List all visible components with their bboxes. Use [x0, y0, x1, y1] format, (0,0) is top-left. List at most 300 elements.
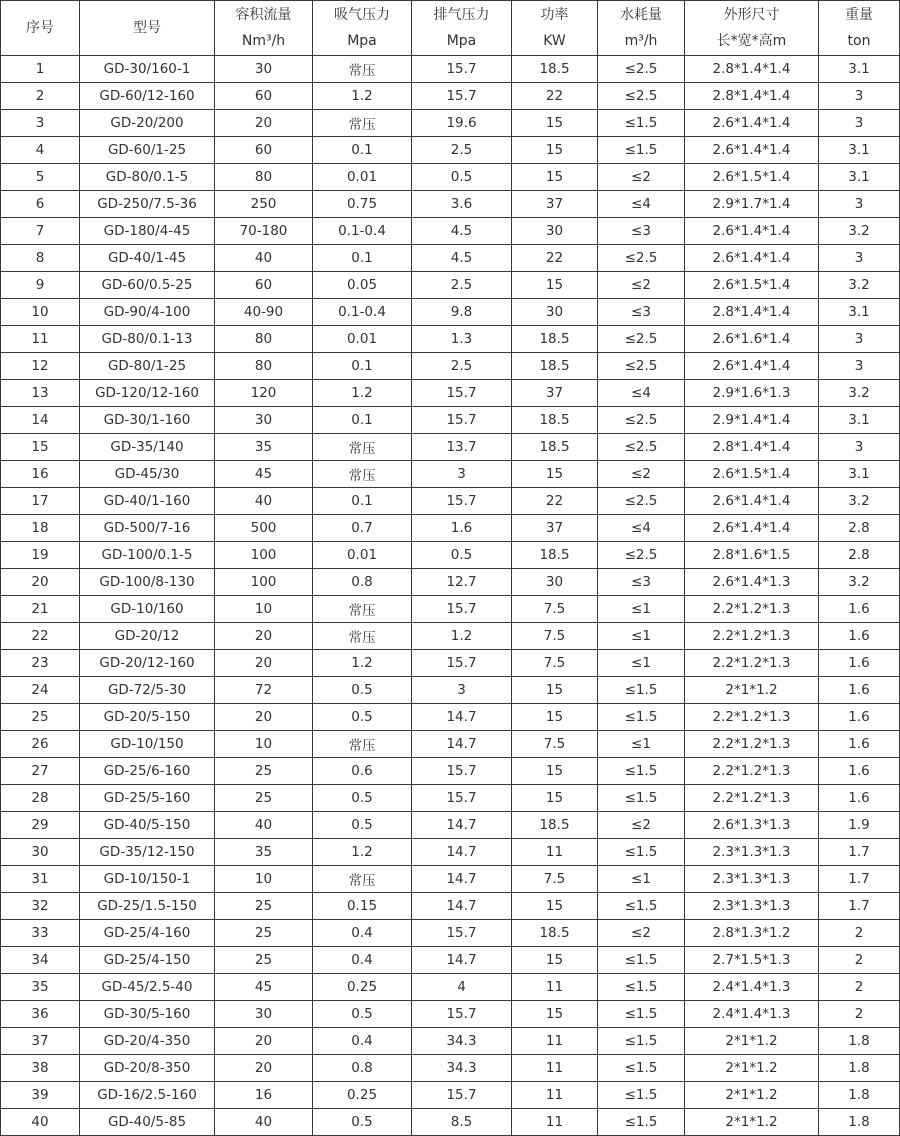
cell-suction-pressure: 0.1 — [313, 137, 412, 164]
header-label: 外形尺寸 — [723, 7, 780, 23]
cell-power: 15 — [512, 272, 598, 299]
cell-water-consumption: ≤1.5 — [598, 137, 685, 164]
cell-power: 15 — [512, 947, 598, 974]
table-row — [1, 920, 900, 947]
cell-index: 5 — [1, 164, 80, 191]
cell-index: 1 — [1, 56, 80, 83]
cell-power: 15 — [512, 461, 598, 488]
table-row — [1, 623, 900, 650]
cell-weight: 1.8 — [819, 1055, 900, 1082]
header-unit: 长*宽*高m — [716, 33, 787, 49]
header-label: 重量 — [845, 7, 873, 23]
cell-discharge-pressure: 9.8 — [412, 299, 512, 326]
cell-weight: 3 — [819, 353, 900, 380]
cell-water-consumption: ≤1 — [598, 596, 685, 623]
cell-index: 39 — [1, 1082, 80, 1109]
cell-water-consumption: ≤1.5 — [598, 704, 685, 731]
cell-power: 30 — [512, 569, 598, 596]
cell-model: GD-20/4-350 — [80, 1028, 215, 1055]
cell-discharge-pressure: 15.7 — [412, 56, 512, 83]
cell-discharge-pressure: 14.7 — [412, 866, 512, 893]
table-row — [1, 1109, 900, 1136]
cell-weight: 1.6 — [819, 677, 900, 704]
cell-power: 7.5 — [512, 866, 598, 893]
cell-index: 6 — [1, 191, 80, 218]
cell-index: 27 — [1, 758, 80, 785]
cell-suction-pressure: 0.01 — [313, 542, 412, 569]
cell-index: 21 — [1, 596, 80, 623]
cell-index: 30 — [1, 839, 80, 866]
cell-power: 18.5 — [512, 920, 598, 947]
cell-index: 7 — [1, 218, 80, 245]
cell-flow: 40 — [215, 245, 313, 272]
cell-water-consumption: ≤1.5 — [598, 1055, 685, 1082]
cell-index: 32 — [1, 893, 80, 920]
cell-index: 17 — [1, 488, 80, 515]
cell-index: 13 — [1, 380, 80, 407]
cell-discharge-pressure: 3.6 — [412, 191, 512, 218]
cell-weight: 1.7 — [819, 893, 900, 920]
cell-water-consumption: ≤1.5 — [598, 947, 685, 974]
cell-flow: 70-180 — [215, 218, 313, 245]
cell-flow: 40 — [215, 488, 313, 515]
cell-weight: 2 — [819, 947, 900, 974]
cell-index: 34 — [1, 947, 80, 974]
cell-water-consumption: ≤1.5 — [598, 974, 685, 1001]
cell-water-consumption: ≤1.5 — [598, 893, 685, 920]
cell-water-consumption: ≤2.5 — [598, 407, 685, 434]
cell-discharge-pressure: 14.7 — [412, 947, 512, 974]
cell-flow: 20 — [215, 1028, 313, 1055]
cell-suction-pressure: 0.25 — [313, 1082, 412, 1109]
cell-water-consumption: ≤1.5 — [598, 677, 685, 704]
cell-power: 7.5 — [512, 596, 598, 623]
cell-dimensions: 2.8*1.3*1.2 — [685, 920, 819, 947]
cell-model: GD-35/140 — [80, 434, 215, 461]
cell-flow: 16 — [215, 1082, 313, 1109]
cell-dimensions: 2.6*1.4*1.4 — [685, 218, 819, 245]
cell-power: 37 — [512, 515, 598, 542]
cell-flow: 30 — [215, 1001, 313, 1028]
cell-suction-pressure: 1.2 — [313, 380, 412, 407]
cell-discharge-pressure: 14.7 — [412, 731, 512, 758]
header-unit: ton — [847, 33, 871, 49]
header-cell-suction-pressure — [313, 1, 412, 56]
cell-power: 22 — [512, 83, 598, 110]
cell-flow: 25 — [215, 893, 313, 920]
table-row — [1, 434, 900, 461]
cell-index: 25 — [1, 704, 80, 731]
cell-weight: 2.8 — [819, 515, 900, 542]
cell-index: 11 — [1, 326, 80, 353]
table-row — [1, 1001, 900, 1028]
cell-suction-pressure: 常压 — [313, 434, 412, 461]
cell-weight: 1.8 — [819, 1028, 900, 1055]
cell-index: 15 — [1, 434, 80, 461]
cell-weight: 3.1 — [819, 407, 900, 434]
cell-dimensions: 2.6*1.4*1.4 — [685, 488, 819, 515]
cell-dimensions: 2.2*1.2*1.3 — [685, 596, 819, 623]
cell-model: GD-500/7-16 — [80, 515, 215, 542]
cell-flow: 35 — [215, 839, 313, 866]
cell-weight: 1.9 — [819, 812, 900, 839]
cell-power: 15 — [512, 164, 598, 191]
cell-weight: 2 — [819, 1001, 900, 1028]
cell-power: 15 — [512, 758, 598, 785]
cell-dimensions: 2*1*1.2 — [685, 677, 819, 704]
cell-suction-pressure: 常压 — [313, 866, 412, 893]
cell-index: 9 — [1, 272, 80, 299]
cell-discharge-pressure: 4.5 — [412, 218, 512, 245]
cell-water-consumption: ≤1.5 — [598, 785, 685, 812]
cell-dimensions: 2.6*1.5*1.4 — [685, 272, 819, 299]
cell-water-consumption: ≤1.5 — [598, 1082, 685, 1109]
cell-index: 40 — [1, 1109, 80, 1136]
header-label: 型号 — [133, 20, 161, 36]
cell-model: GD-60/12-160 — [80, 83, 215, 110]
cell-weight: 1.6 — [819, 596, 900, 623]
cell-discharge-pressure: 4 — [412, 974, 512, 1001]
cell-suction-pressure: 0.1 — [313, 407, 412, 434]
cell-water-consumption: ≤2.5 — [598, 56, 685, 83]
cell-water-consumption: ≤4 — [598, 515, 685, 542]
cell-index: 24 — [1, 677, 80, 704]
header-cell-power — [512, 1, 598, 56]
cell-discharge-pressure: 15.7 — [412, 650, 512, 677]
table-row — [1, 137, 900, 164]
cell-discharge-pressure: 14.7 — [412, 704, 512, 731]
cell-water-consumption: ≤2 — [598, 812, 685, 839]
header-unit: Mpa — [446, 33, 477, 49]
header-unit: Mpa — [347, 33, 377, 49]
cell-model: GD-80/0.1-5 — [80, 164, 215, 191]
cell-discharge-pressure: 2.5 — [412, 137, 512, 164]
cell-weight: 3 — [819, 326, 900, 353]
table-row — [1, 110, 900, 137]
cell-flow: 20 — [215, 623, 313, 650]
cell-power: 18.5 — [512, 326, 598, 353]
cell-discharge-pressure: 19.6 — [412, 110, 512, 137]
cell-dimensions: 2.6*1.5*1.4 — [685, 164, 819, 191]
cell-dimensions: 2.6*1.4*1.4 — [685, 515, 819, 542]
cell-weight: 1.7 — [819, 866, 900, 893]
table-row — [1, 353, 900, 380]
cell-suction-pressure: 0.7 — [313, 515, 412, 542]
cell-discharge-pressure: 34.3 — [412, 1028, 512, 1055]
cell-flow: 60 — [215, 83, 313, 110]
cell-water-consumption: ≤1.5 — [598, 1001, 685, 1028]
header-label: 容积流量 — [235, 7, 292, 23]
cell-power: 15 — [512, 137, 598, 164]
cell-weight: 3.2 — [819, 218, 900, 245]
cell-power: 30 — [512, 218, 598, 245]
cell-flow: 120 — [215, 380, 313, 407]
cell-water-consumption: ≤2 — [598, 461, 685, 488]
cell-suction-pressure: 常压 — [313, 56, 412, 83]
cell-suction-pressure: 0.5 — [313, 704, 412, 731]
cell-weight: 1.8 — [819, 1082, 900, 1109]
cell-power: 15 — [512, 893, 598, 920]
cell-dimensions: 2.4*1.4*1.3 — [685, 1001, 819, 1028]
cell-weight: 1.6 — [819, 731, 900, 758]
cell-model: GD-60/1-25 — [80, 137, 215, 164]
cell-suction-pressure: 常压 — [313, 110, 412, 137]
cell-weight: 3.1 — [819, 461, 900, 488]
cell-model: GD-40/5-150 — [80, 812, 215, 839]
table-row — [1, 245, 900, 272]
cell-dimensions: 2.3*1.3*1.3 — [685, 893, 819, 920]
cell-discharge-pressure: 14.7 — [412, 893, 512, 920]
cell-weight: 2.8 — [819, 542, 900, 569]
cell-weight: 1.6 — [819, 650, 900, 677]
cell-suction-pressure: 0.1-0.4 — [313, 299, 412, 326]
cell-weight: 2 — [819, 974, 900, 1001]
cell-suction-pressure: 0.5 — [313, 1001, 412, 1028]
table-row — [1, 1028, 900, 1055]
header-unit: KW — [543, 33, 566, 49]
table-row — [1, 56, 900, 83]
cell-flow: 10 — [215, 596, 313, 623]
cell-model: GD-25/5-160 — [80, 785, 215, 812]
cell-dimensions: 2.3*1.3*1.3 — [685, 866, 819, 893]
table-row — [1, 461, 900, 488]
cell-suction-pressure: 0.6 — [313, 758, 412, 785]
cell-discharge-pressure: 13.7 — [412, 434, 512, 461]
cell-weight: 1.8 — [819, 1109, 900, 1136]
cell-weight: 3.2 — [819, 488, 900, 515]
cell-flow: 80 — [215, 164, 313, 191]
cell-water-consumption: ≤4 — [598, 191, 685, 218]
cell-discharge-pressure: 34.3 — [412, 1055, 512, 1082]
table-row — [1, 326, 900, 353]
cell-flow: 40-90 — [215, 299, 313, 326]
cell-weight: 1.6 — [819, 623, 900, 650]
header-cell-dimensions — [685, 1, 819, 56]
cell-water-consumption: ≤2.5 — [598, 326, 685, 353]
cell-weight: 1.6 — [819, 704, 900, 731]
cell-water-consumption: ≤3 — [598, 218, 685, 245]
cell-weight: 3.1 — [819, 164, 900, 191]
cell-discharge-pressure: 3 — [412, 677, 512, 704]
cell-suction-pressure: 0.75 — [313, 191, 412, 218]
cell-flow: 250 — [215, 191, 313, 218]
cell-model: GD-10/160 — [80, 596, 215, 623]
cell-suction-pressure: 1.2 — [313, 650, 412, 677]
cell-index: 19 — [1, 542, 80, 569]
cell-power: 15 — [512, 677, 598, 704]
cell-model: GD-25/4-150 — [80, 947, 215, 974]
cell-dimensions: 2.6*1.5*1.4 — [685, 461, 819, 488]
header-label: 序号 — [26, 20, 54, 36]
cell-flow: 45 — [215, 974, 313, 1001]
cell-power: 15 — [512, 110, 598, 137]
cell-dimensions: 2.4*1.4*1.3 — [685, 974, 819, 1001]
cell-dimensions: 2.6*1.4*1.4 — [685, 137, 819, 164]
cell-weight: 1.6 — [819, 785, 900, 812]
cell-power: 15 — [512, 704, 598, 731]
table-row — [1, 866, 900, 893]
cell-model: GD-25/1.5-150 — [80, 893, 215, 920]
cell-flow: 20 — [215, 1055, 313, 1082]
cell-water-consumption: ≤1 — [598, 623, 685, 650]
cell-flow: 20 — [215, 704, 313, 731]
cell-model: GD-120/12-160 — [80, 380, 215, 407]
cell-power: 15 — [512, 1001, 598, 1028]
cell-flow: 10 — [215, 731, 313, 758]
cell-discharge-pressure: 2.5 — [412, 353, 512, 380]
cell-dimensions: 2*1*1.2 — [685, 1055, 819, 1082]
cell-discharge-pressure: 15.7 — [412, 380, 512, 407]
cell-power: 18.5 — [512, 407, 598, 434]
cell-water-consumption: ≤1 — [598, 650, 685, 677]
cell-suction-pressure: 常压 — [313, 731, 412, 758]
cell-water-consumption: ≤1 — [598, 731, 685, 758]
table-row — [1, 380, 900, 407]
cell-water-consumption: ≤1.5 — [598, 1028, 685, 1055]
cell-flow: 40 — [215, 1109, 313, 1136]
cell-dimensions: 2.9*1.7*1.4 — [685, 191, 819, 218]
cell-model: GD-20/12-160 — [80, 650, 215, 677]
cell-dimensions: 2.8*1.4*1.4 — [685, 434, 819, 461]
cell-suction-pressure: 0.15 — [313, 893, 412, 920]
cell-power: 11 — [512, 1109, 598, 1136]
cell-weight: 1.7 — [819, 839, 900, 866]
cell-water-consumption: ≤2.5 — [598, 353, 685, 380]
cell-water-consumption: ≤1 — [598, 866, 685, 893]
cell-model: GD-100/0.1-5 — [80, 542, 215, 569]
cell-dimensions: 2.6*1.6*1.4 — [685, 326, 819, 353]
cell-dimensions: 2.6*1.4*1.3 — [685, 569, 819, 596]
cell-model: GD-45/30 — [80, 461, 215, 488]
cell-discharge-pressure: 15.7 — [412, 758, 512, 785]
cell-suction-pressure: 0.1 — [313, 488, 412, 515]
cell-discharge-pressure: 2.5 — [412, 272, 512, 299]
cell-model: GD-16/2.5-160 — [80, 1082, 215, 1109]
cell-water-consumption: ≤1.5 — [598, 758, 685, 785]
cell-weight: 1.6 — [819, 758, 900, 785]
cell-weight: 3 — [819, 245, 900, 272]
cell-power: 15 — [512, 785, 598, 812]
cell-flow: 30 — [215, 56, 313, 83]
cell-discharge-pressure: 8.5 — [412, 1109, 512, 1136]
cell-dimensions: 2.9*1.4*1.4 — [685, 407, 819, 434]
table-row — [1, 839, 900, 866]
cell-index: 3 — [1, 110, 80, 137]
cell-water-consumption: ≤2.5 — [598, 83, 685, 110]
cell-model: GD-80/0.1-13 — [80, 326, 215, 353]
cell-power: 30 — [512, 299, 598, 326]
cell-suction-pressure: 0.01 — [313, 164, 412, 191]
cell-water-consumption: ≤1.5 — [598, 1109, 685, 1136]
cell-dimensions: 2.3*1.3*1.3 — [685, 839, 819, 866]
cell-model: GD-35/12-150 — [80, 839, 215, 866]
cell-weight: 3.1 — [819, 299, 900, 326]
table-row — [1, 299, 900, 326]
cell-suction-pressure: 0.1 — [313, 245, 412, 272]
table-row — [1, 191, 900, 218]
table-row — [1, 407, 900, 434]
cell-discharge-pressure: 12.7 — [412, 569, 512, 596]
header-label: 水耗量 — [620, 7, 662, 23]
cell-weight: 3 — [819, 83, 900, 110]
cell-flow: 40 — [215, 812, 313, 839]
cell-dimensions: 2*1*1.2 — [685, 1028, 819, 1055]
table-row — [1, 812, 900, 839]
cell-model: GD-40/1-45 — [80, 245, 215, 272]
cell-discharge-pressure: 14.7 — [412, 812, 512, 839]
cell-dimensions: 2.6*1.4*1.4 — [685, 353, 819, 380]
cell-water-consumption: ≤1.5 — [598, 839, 685, 866]
table-row — [1, 785, 900, 812]
cell-weight: 3.2 — [819, 380, 900, 407]
cell-model: GD-45/2.5-40 — [80, 974, 215, 1001]
cell-index: 10 — [1, 299, 80, 326]
cell-water-consumption: ≤2 — [598, 920, 685, 947]
header-cell-index — [1, 1, 80, 56]
cell-dimensions: 2.6*1.4*1.4 — [685, 245, 819, 272]
cell-power: 37 — [512, 191, 598, 218]
cell-power: 11 — [512, 1055, 598, 1082]
cell-discharge-pressure: 15.7 — [412, 596, 512, 623]
cell-discharge-pressure: 1.2 — [412, 623, 512, 650]
cell-water-consumption: ≤2.5 — [598, 488, 685, 515]
cell-index: 18 — [1, 515, 80, 542]
cell-flow: 25 — [215, 947, 313, 974]
cell-discharge-pressure: 15.7 — [412, 83, 512, 110]
cell-flow: 100 — [215, 569, 313, 596]
cell-index: 36 — [1, 1001, 80, 1028]
cell-index: 38 — [1, 1055, 80, 1082]
cell-flow: 25 — [215, 758, 313, 785]
cell-suction-pressure: 0.5 — [313, 812, 412, 839]
cell-power: 22 — [512, 488, 598, 515]
cell-water-consumption: ≤4 — [598, 380, 685, 407]
cell-index: 8 — [1, 245, 80, 272]
table-row — [1, 83, 900, 110]
cell-suction-pressure: 0.5 — [313, 1109, 412, 1136]
cell-discharge-pressure: 15.7 — [412, 785, 512, 812]
cell-power: 18.5 — [512, 56, 598, 83]
cell-model: GD-20/5-150 — [80, 704, 215, 731]
header-cell-water-consumption — [598, 1, 685, 56]
cell-water-consumption: ≤1.5 — [598, 110, 685, 137]
cell-suction-pressure: 常压 — [313, 623, 412, 650]
cell-index: 16 — [1, 461, 80, 488]
table-row — [1, 1055, 900, 1082]
cell-suction-pressure: 0.4 — [313, 920, 412, 947]
cell-flow: 80 — [215, 326, 313, 353]
cell-dimensions: 2.2*1.2*1.3 — [685, 785, 819, 812]
cell-weight: 3 — [819, 191, 900, 218]
cell-water-consumption: ≤2.5 — [598, 434, 685, 461]
cell-model: GD-20/12 — [80, 623, 215, 650]
cell-model: GD-80/1-25 — [80, 353, 215, 380]
table-row — [1, 164, 900, 191]
table-row — [1, 974, 900, 1001]
cell-dimensions: 2.2*1.2*1.3 — [685, 623, 819, 650]
cell-index: 26 — [1, 731, 80, 758]
header-row — [1, 1, 900, 56]
cell-flow: 72 — [215, 677, 313, 704]
cell-suction-pressure: 0.05 — [313, 272, 412, 299]
cell-discharge-pressure: 15.7 — [412, 1082, 512, 1109]
table-row — [1, 272, 900, 299]
cell-dimensions: 2.6*1.4*1.4 — [685, 110, 819, 137]
cell-dimensions: 2.2*1.2*1.3 — [685, 704, 819, 731]
cell-dimensions: 2.2*1.2*1.3 — [685, 758, 819, 785]
table-row — [1, 677, 900, 704]
cell-index: 20 — [1, 569, 80, 596]
